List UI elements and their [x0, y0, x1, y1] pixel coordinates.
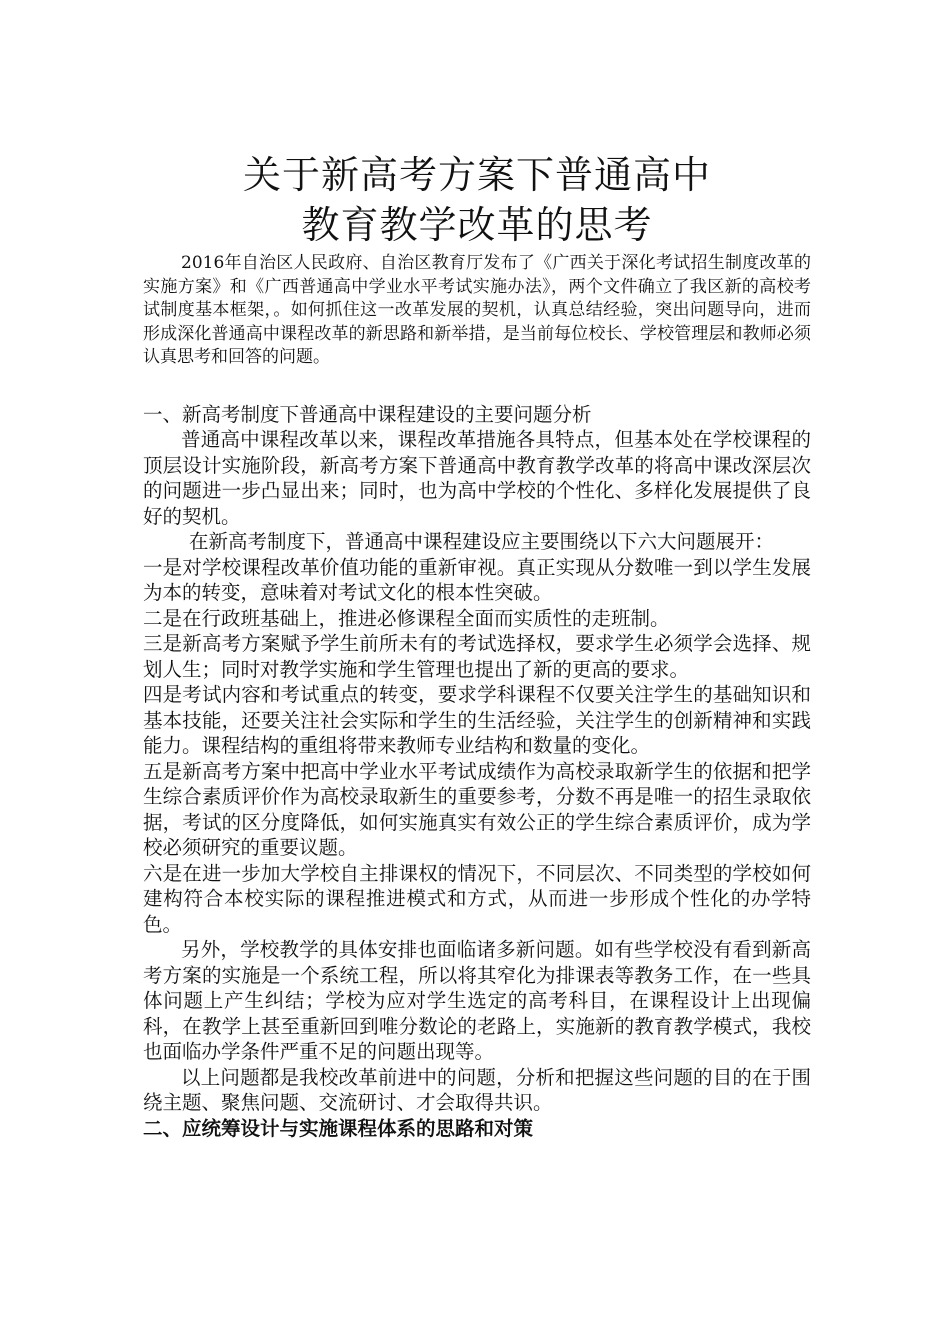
paragraph-2: 在新高考制度下，普通高中课程建设应主要围绕以下六大问题展开： [189, 530, 775, 553]
list-item-5: 五是新高考方案中把高中学业水平考试成绩作为高校录取新学生的依据和把学生综合素质评价作为高校录取新生的重要参考，分数不再是唯一的招生录取依据，考试的区分度降低，如何实施真实有效公正的学生综合素质评价，成为学校必须研究的重要议题。 [143, 759, 811, 859]
document-title [143, 150, 811, 250]
title-line-1: 关于新高考方案下普通高中 [242, 153, 711, 197]
paragraph-4: 以上问题都是我校改革前进中的问题，分析和把握这些问题的目的在于围绕主题、聚焦问题、交流研讨、才会取得共识。 [143, 1065, 811, 1114]
list-item-1: 一是对学校课程改革价值功能的重新审视。真正实现从分数唯一到以学生发展为本的转变，意味着对考试文化的根本性突破。 [143, 555, 811, 604]
list-item-6: 六是在进一步加大学校自主排课权的情况下，不同层次、不同类型的学校如何建构符合本校实际的课程推进模式和方式，从而进一步形成个性化的办学特色。 [143, 861, 811, 936]
list-item-3: 三是新高考方案赋予学生前所未有的考试选择权，要求学生必须学会选择、规划人生；同时对教学实施和学生管理也提出了新的更高的要求。 [143, 632, 811, 681]
section-1-heading: 一、新高考制度下普通高中课程建设的主要问题分析 [143, 402, 592, 426]
paragraph-1: 普通高中课程改革以来，课程改革措施各具特点，但基本处在学校课程的顶层设计实施阶段，新高考方案下普通高中教育教学改革的将高中课改深层次的问题进一步凸显出来；同时，也为高中学校的个性化、多样化发展提供了良好的契机。 [143, 428, 811, 528]
paragraph-3: 另外，学校教学的具体安排也面临诸多新问题。如有些学校没有看到新高考方案的实施是一个系统工程，所以将其窄化为排课表等教务工作，在一些具体问题上产生纠结；学校为应对学生选定的高考科目，在课程设计上出现偏科，在教学上甚至重新回到唯分数论的老路上，实施新的教育教学模式，我校也面临办学条件严重不足的问题出现等。 [143, 938, 811, 1063]
document-page [143, 150, 811, 1141]
list-item-4: 四是考试内容和考试重点的转变，要求学科课程不仅要关注学生的基础知识和基本技能，还要关注社会实际和学生的生活经验，关注学生的创新精神和实践能力。课程结构的重组将带来教师专业结构和数量的变化。 [143, 683, 811, 757]
section-2-heading: 二、应统筹设计与实施课程体系的思路和对策 [143, 1116, 534, 1140]
title-line-2: 教育教学改革的思考 [301, 203, 653, 247]
intro-paragraph: 2016年自治区人民政府、自治区教育厅发布了《广西关于深化考试招生制度改革的实施方案》和《广西普通高中学业水平考试实施办法》，两个文件确立了我区新的高校考试制度基本框架，。如何抓住这一改革发展的契机，认真总结经验，突出问题导向，进而形成深化普通高中课程改革的新思路和新举措，是当前每位校长、学校管理层和教师必须认真思考和回答的问题。 [143, 253, 811, 367]
list-item-2: 二是在行政班基础上，推进必修课程全面而实质性的走班制。 [143, 606, 670, 630]
